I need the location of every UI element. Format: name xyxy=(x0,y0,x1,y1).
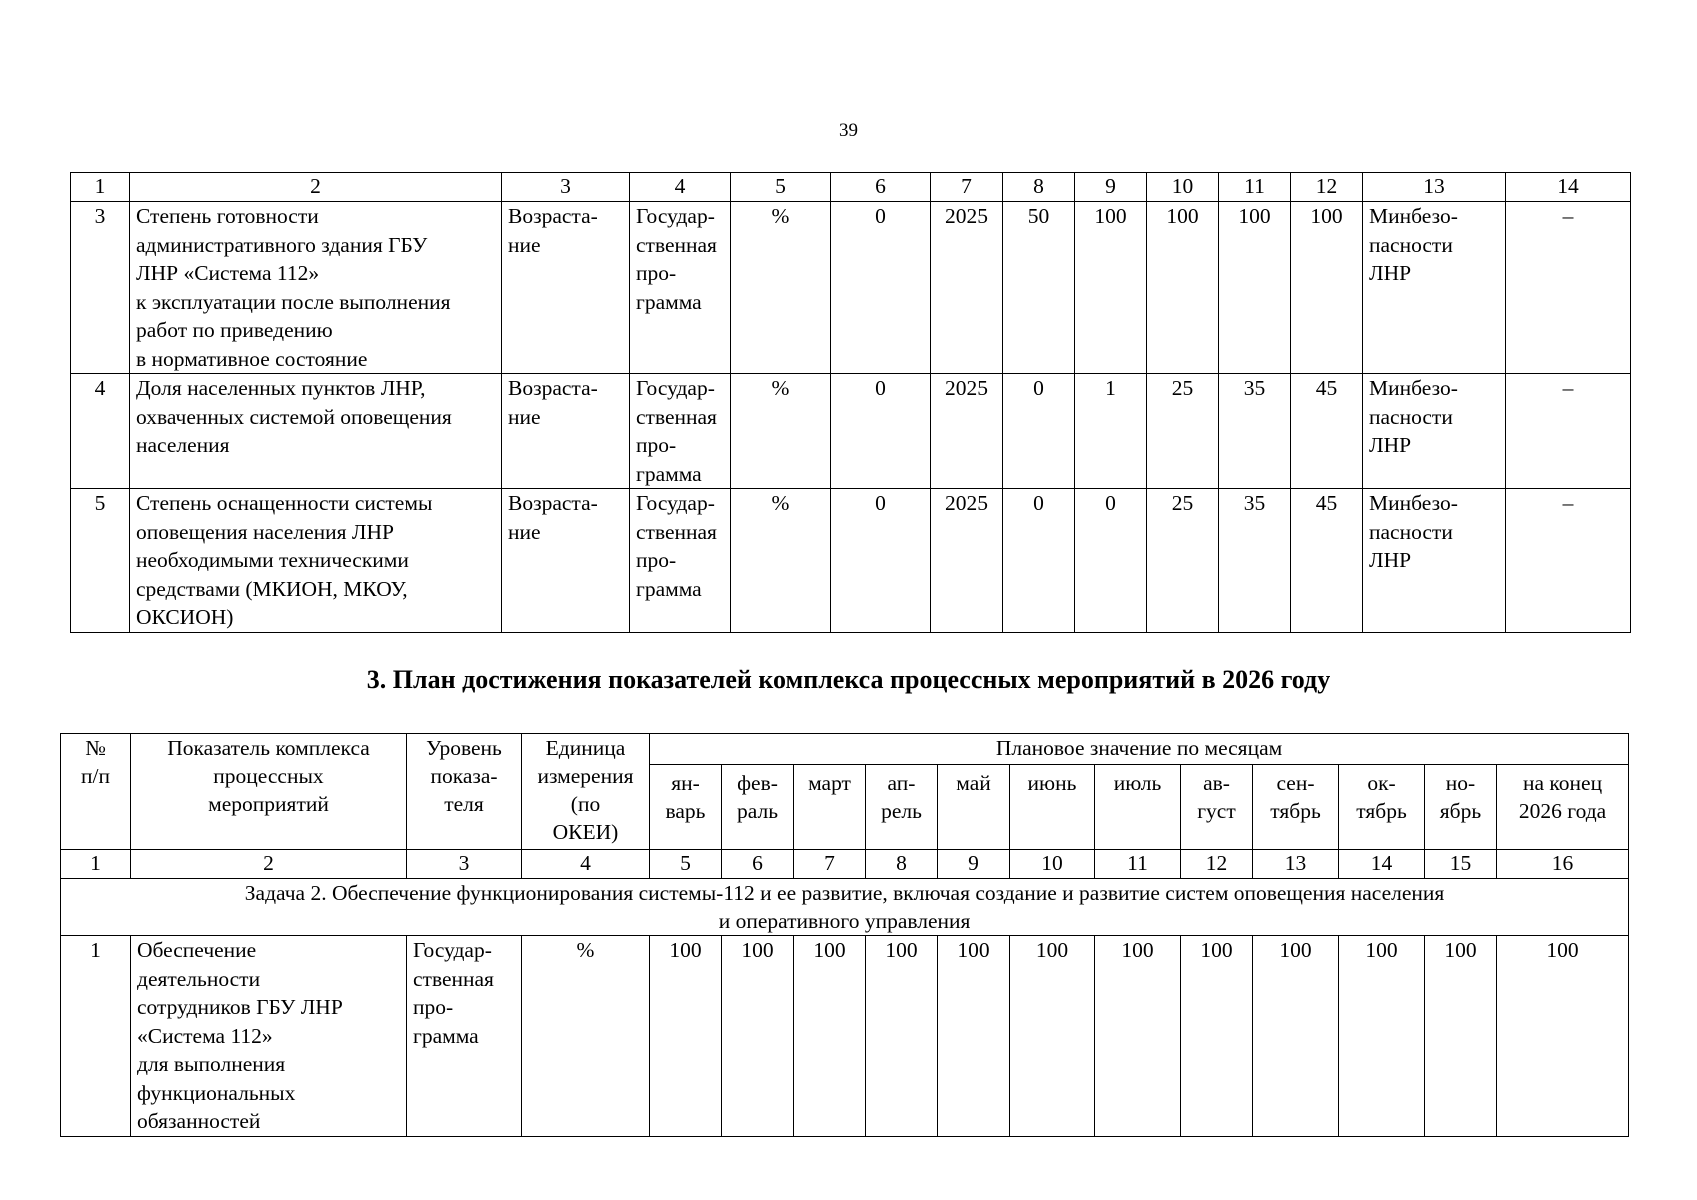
value-v4: 35 xyxy=(1219,374,1291,489)
indicator-name-line: средствами (МКИОН, МКОУ, xyxy=(136,576,408,601)
value-v2: 1 xyxy=(1075,374,1147,489)
responsible-line: пасности xyxy=(1369,232,1453,257)
indicator-level-line: ственная xyxy=(636,404,717,429)
responsible xyxy=(1363,202,1506,374)
indicator-name-line: населения xyxy=(136,433,230,457)
month-header xyxy=(794,765,866,850)
month-header xyxy=(866,765,938,850)
column-number: 8 xyxy=(866,850,938,879)
month-value: 100 xyxy=(1181,936,1253,1137)
month-header-line: но- xyxy=(1445,771,1476,795)
value-v3: 25 xyxy=(1147,489,1219,633)
indicator-name-line: к эксплуатации после выполнения xyxy=(136,289,451,314)
column-number: 12 xyxy=(1291,173,1363,202)
responsible-line: ЛНР xyxy=(1369,548,1412,572)
indicator-level-line: грамма xyxy=(636,461,702,486)
month-header-line: рель xyxy=(881,799,922,823)
value-v2: 100 xyxy=(1075,202,1147,374)
column-number: 7 xyxy=(931,173,1003,202)
month-header xyxy=(938,765,1010,850)
month-value: 100 xyxy=(1253,936,1339,1137)
responsible-line: Минбезо- xyxy=(1369,204,1458,228)
month-value: 100 xyxy=(866,936,938,1137)
month-header-line: май xyxy=(956,771,991,795)
month-header-line: ав- xyxy=(1203,771,1230,795)
base-year: 2025 xyxy=(931,374,1003,489)
indicator-level-line: Государ- xyxy=(636,491,715,515)
indicator-level xyxy=(407,936,522,1137)
indicator-level-line: грамма xyxy=(636,289,702,314)
trend-line: ние xyxy=(508,519,541,544)
indicator-name-line: Степень готовности xyxy=(136,204,319,228)
value-v5: 100 xyxy=(1291,202,1363,374)
month-value: 100 xyxy=(722,936,794,1137)
column-number: 5 xyxy=(731,173,831,202)
header-line: Единица xyxy=(545,736,626,760)
month-header-line: раль xyxy=(736,799,779,823)
month-header-line: сен- xyxy=(1276,771,1315,795)
indicator-name-line: обязанностей xyxy=(137,1109,261,1133)
task-row xyxy=(61,879,1629,936)
note: – xyxy=(1506,374,1631,489)
trend-line: ние xyxy=(508,232,541,257)
unit: % xyxy=(731,489,831,633)
table-row xyxy=(71,489,1631,633)
trend xyxy=(502,202,630,374)
month-header xyxy=(1010,765,1095,850)
month-value: 100 xyxy=(1339,936,1425,1137)
indicator-name xyxy=(131,936,407,1137)
table-header-row-1 xyxy=(61,734,1629,765)
indicator-name-line: работ по приведению xyxy=(136,318,333,342)
column-number: 1 xyxy=(71,173,130,202)
task-title xyxy=(61,879,1629,936)
column-number: 12 xyxy=(1181,850,1253,879)
responsible-line: ЛНР xyxy=(1369,261,1412,285)
indicator-name xyxy=(130,489,502,633)
header-line: мероприятий xyxy=(208,792,329,816)
indicator-level-line: Государ- xyxy=(413,938,492,962)
table-row xyxy=(61,936,1629,1137)
indicator-level-line: Государ- xyxy=(636,204,715,228)
indicator-name xyxy=(130,202,502,374)
month-value: 100 xyxy=(1497,936,1629,1137)
note: – xyxy=(1506,202,1631,374)
month-value: 100 xyxy=(794,936,866,1137)
indicator-name-line: функциональных xyxy=(137,1080,296,1105)
indicator-name-line: для выполнения xyxy=(137,1052,286,1076)
indicator-level-line: Государ- xyxy=(636,376,715,400)
header-line: и оперативного управления xyxy=(718,909,971,933)
row-number: 5 xyxy=(71,489,130,633)
value-v1: 50 xyxy=(1003,202,1075,374)
header-line: п/п xyxy=(81,764,110,788)
column-number: 11 xyxy=(1095,850,1181,879)
column-number: 16 xyxy=(1497,850,1629,879)
month-value: 100 xyxy=(1010,936,1095,1137)
indicators-table-continued xyxy=(70,172,1631,633)
base-value: 0 xyxy=(831,202,931,374)
trend-line: Возраста- xyxy=(508,204,598,228)
indicator-name-line: административного здания ГБУ xyxy=(136,232,428,257)
unit: % xyxy=(522,936,650,1137)
column-number: 2 xyxy=(130,173,502,202)
header-line: процессных xyxy=(213,764,324,788)
base-value: 0 xyxy=(831,489,931,633)
indicator-level xyxy=(630,202,731,374)
column-number: 6 xyxy=(831,173,931,202)
indicator-name-line: Степень оснащенности системы xyxy=(136,491,433,515)
column-number: 14 xyxy=(1339,850,1425,879)
header-line: измерения xyxy=(537,764,634,788)
indicator-name-line: «Система 112» xyxy=(137,1023,273,1048)
month-value: 100 xyxy=(1095,936,1181,1137)
trend-line: Возраста- xyxy=(508,376,598,400)
month-value: 100 xyxy=(938,936,1010,1137)
value-v3: 25 xyxy=(1147,374,1219,489)
indicator-level-line: ственная xyxy=(636,232,717,257)
indicator-level xyxy=(630,489,731,633)
month-header-line: июль xyxy=(1113,771,1162,795)
note: – xyxy=(1506,489,1631,633)
responsible-line: Минбезо- xyxy=(1369,491,1458,515)
column-numbers-row xyxy=(61,850,1629,879)
indicator-name-line: Обеспечение xyxy=(137,938,257,962)
column-number: 5 xyxy=(650,850,722,879)
indicator-name-line: охваченных системой оповещения xyxy=(136,404,452,429)
month-header-line: ап- xyxy=(887,771,916,795)
row-number: 4 xyxy=(71,374,130,489)
column-number: 8 xyxy=(1003,173,1075,202)
month-header-line: ян- xyxy=(671,771,700,795)
indicator-name-line: в нормативное состояние xyxy=(136,346,368,371)
month-header-line: густ xyxy=(1197,799,1236,823)
base-year: 2025 xyxy=(931,489,1003,633)
value-v4: 35 xyxy=(1219,489,1291,633)
indicator-level xyxy=(630,374,731,489)
column-number: 10 xyxy=(1147,173,1219,202)
table-row xyxy=(71,374,1631,489)
column-number: 9 xyxy=(1075,173,1147,202)
indicator-name-line: ОКСИОН) xyxy=(136,605,234,629)
indicator-level-line: ственная xyxy=(636,519,717,544)
header-indicator xyxy=(131,734,407,850)
value-v1: 0 xyxy=(1003,489,1075,633)
month-header-line: на конец xyxy=(1523,771,1603,795)
base-value: 0 xyxy=(831,374,931,489)
unit: % xyxy=(731,202,831,374)
indicator-level-line: грамма xyxy=(636,576,702,601)
header-level xyxy=(407,734,522,850)
row-number: 1 xyxy=(61,936,131,1137)
column-number: 13 xyxy=(1363,173,1506,202)
column-number: 13 xyxy=(1253,850,1339,879)
indicator-name-line: необходимыми техническими xyxy=(136,548,409,572)
month-value: 100 xyxy=(1425,936,1497,1137)
indicator-name-line: оповещения населения ЛНР xyxy=(136,519,394,544)
header-line: Показатель комплекса xyxy=(167,736,370,760)
value-v4: 100 xyxy=(1219,202,1291,374)
page-number: 39 xyxy=(839,120,858,141)
month-header-line: тябрь xyxy=(1356,799,1407,823)
indicator-level-line: про- xyxy=(636,261,677,285)
responsible-line: ЛНР xyxy=(1369,433,1412,457)
indicator-level-line: про- xyxy=(636,548,677,572)
column-numbers-row xyxy=(71,173,1631,202)
column-number: 11 xyxy=(1219,173,1291,202)
month-header-line: июнь xyxy=(1027,771,1077,795)
month-header-line: 2026 года xyxy=(1518,799,1607,823)
column-number: 7 xyxy=(794,850,866,879)
indicator-name xyxy=(130,374,502,489)
responsible-line: Минбезо- xyxy=(1369,376,1458,400)
header-planned: Плановое значение по месяцам xyxy=(650,734,1629,765)
header-line: Уровень xyxy=(426,736,502,760)
month-header xyxy=(1253,765,1339,850)
responsible-line: пасности xyxy=(1369,404,1453,429)
indicator-level-line: про- xyxy=(413,995,454,1019)
trend xyxy=(502,374,630,489)
table-row xyxy=(71,202,1631,374)
column-number: 3 xyxy=(407,850,522,879)
column-number: 4 xyxy=(522,850,650,879)
column-number: 14 xyxy=(1506,173,1631,202)
header-line: теля xyxy=(444,792,484,816)
value-v2: 0 xyxy=(1075,489,1147,633)
header-line: ОКЕИ) xyxy=(552,820,619,844)
indicator-level-line: грамма xyxy=(413,1023,479,1048)
indicator-level-line: про- xyxy=(636,433,677,457)
column-number: 10 xyxy=(1010,850,1095,879)
row-number: 3 xyxy=(71,202,130,374)
trend-line: Возраста- xyxy=(508,491,598,515)
column-number: 4 xyxy=(630,173,731,202)
column-number: 1 xyxy=(61,850,131,879)
responsible xyxy=(1363,374,1506,489)
month-header-line: ок- xyxy=(1367,771,1396,795)
month-header xyxy=(1425,765,1497,850)
indicator-name-line: деятельности xyxy=(137,966,261,991)
header-unit xyxy=(522,734,650,850)
base-year: 2025 xyxy=(931,202,1003,374)
month-header xyxy=(650,765,722,850)
header-line: (по xyxy=(570,792,601,816)
indicator-name-line: сотрудников ГБУ ЛНР xyxy=(137,995,343,1019)
value-v5: 45 xyxy=(1291,374,1363,489)
responsible-line: пасности xyxy=(1369,519,1453,544)
month-header-line: март xyxy=(808,771,851,795)
column-number: 2 xyxy=(131,850,407,879)
indicator-name-line: ЛНР «Система 112» xyxy=(136,261,320,285)
month-header-line: фев- xyxy=(737,771,778,795)
trend xyxy=(502,489,630,633)
section-heading: 3. План достижения показателей комплекса процессных мероприятий в 2026 году xyxy=(366,665,1331,694)
header-line: Задача 2. Обеспечение функционирования системы-112 и ее развитие, включая создание и развитие систем оповещения населения xyxy=(244,881,1445,905)
month-header xyxy=(1181,765,1253,850)
header-line: показа- xyxy=(430,764,498,788)
value-v1: 0 xyxy=(1003,374,1075,489)
month-header-line: варь xyxy=(665,799,706,823)
month-header-line: ябрь xyxy=(1439,799,1482,823)
column-number: 15 xyxy=(1425,850,1497,879)
header-num xyxy=(61,734,131,850)
month-header-line: тябрь xyxy=(1270,799,1321,823)
header-line: № xyxy=(85,736,106,760)
month-header xyxy=(1497,765,1629,850)
month-header xyxy=(722,765,794,850)
column-number: 9 xyxy=(938,850,1010,879)
monthly-plan-table xyxy=(60,733,1629,1137)
month-value: 100 xyxy=(650,936,722,1137)
column-number: 6 xyxy=(722,850,794,879)
value-v5: 45 xyxy=(1291,489,1363,633)
month-header xyxy=(1339,765,1425,850)
column-number: 3 xyxy=(502,173,630,202)
trend-line: ние xyxy=(508,404,541,429)
unit: % xyxy=(731,374,831,489)
indicator-name-line: Доля населенных пунктов ЛНР, xyxy=(136,376,426,400)
indicator-level-line: ственная xyxy=(413,966,494,991)
value-v3: 100 xyxy=(1147,202,1219,374)
month-header xyxy=(1095,765,1181,850)
responsible xyxy=(1363,489,1506,633)
